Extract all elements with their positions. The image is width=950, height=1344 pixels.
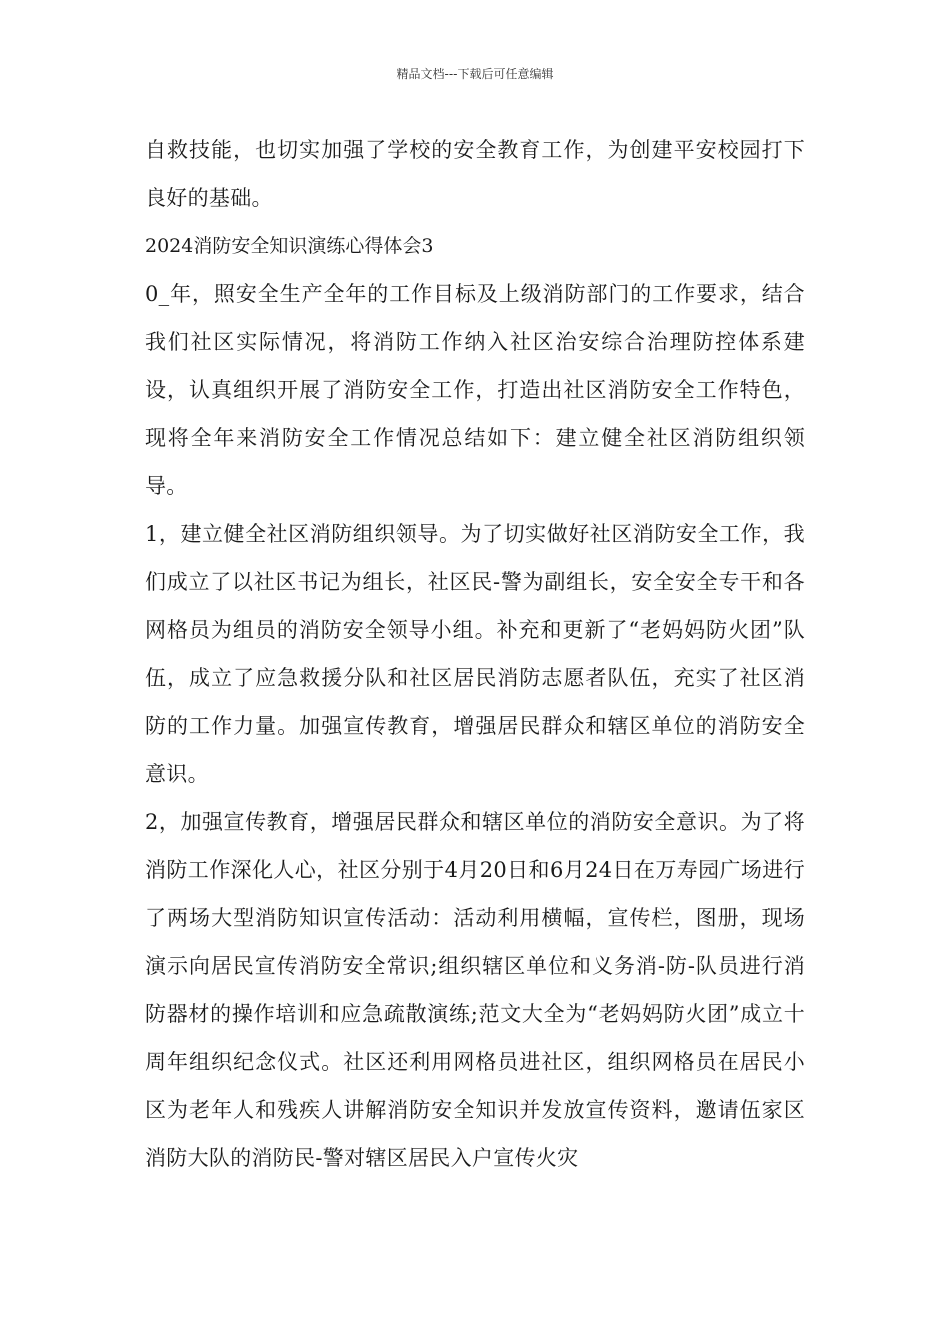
paragraph-intro: 自救技能，也切实加强了学校的安全教育工作，为创建平安校园打下良好的基础。 [145, 138, 805, 210]
paragraph-item-1: 1，建立健全社区消防组织领导。为了切实做好社区消防安全工作，我们成立了以社区书记为组长，社区民-警为副组长，安全安全专干和各网格员为组员的消防安全领导小组。补充和更新了“老妈妈防火团”队伍，成立了应急救援分队和社区居民消防志愿者队伍，充实了社区消防的工作力量。加强宣传教育，增强居民群众和辖区单位的消防安全意识。 [145, 522, 805, 786]
page-header: 精品文档---下载后可任意编辑 [396, 67, 554, 81]
section-heading: 2024消防安全知识演练心得体会3 [145, 235, 434, 257]
document-body [145, 126, 805, 1182]
paragraph-item-2: 2，加强宣传教育，增强居民群众和辖区单位的消防安全意识。为了将消防工作深化人心，社区分别于4月20日和6月24日在万寿园广场进行了两场大型消防知识宣传活动：活动利用横幅，宣传栏，图册，现场演示向居民宣传消防安全常识;组织辖区单位和义务消-防-队员进行消防器材的操作培训和应急疏散演练;范文大全为“老妈妈防火团”成立十周年组织纪念仪式。社区还利用网格员进社区，组织网格员在居民小区为老年人和残疾人讲解消防安全知识并发放宣传资料，邀请伍家区消防大队的消防民-警对辖区居民入户宣传火灾 [145, 810, 805, 1170]
paragraph-summary: 0_年，照安全生产全年的工作目标及上级消防部门的工作要求，结合我们社区实际情况，将消防工作纳入社区治安综合治理防控体系建设，认真组织开展了消防安全工作，打造出社区消防安全工作特色，现将全年来消防安全工作情况总结如下：建立健全社区消防组织领导。 [145, 282, 805, 498]
